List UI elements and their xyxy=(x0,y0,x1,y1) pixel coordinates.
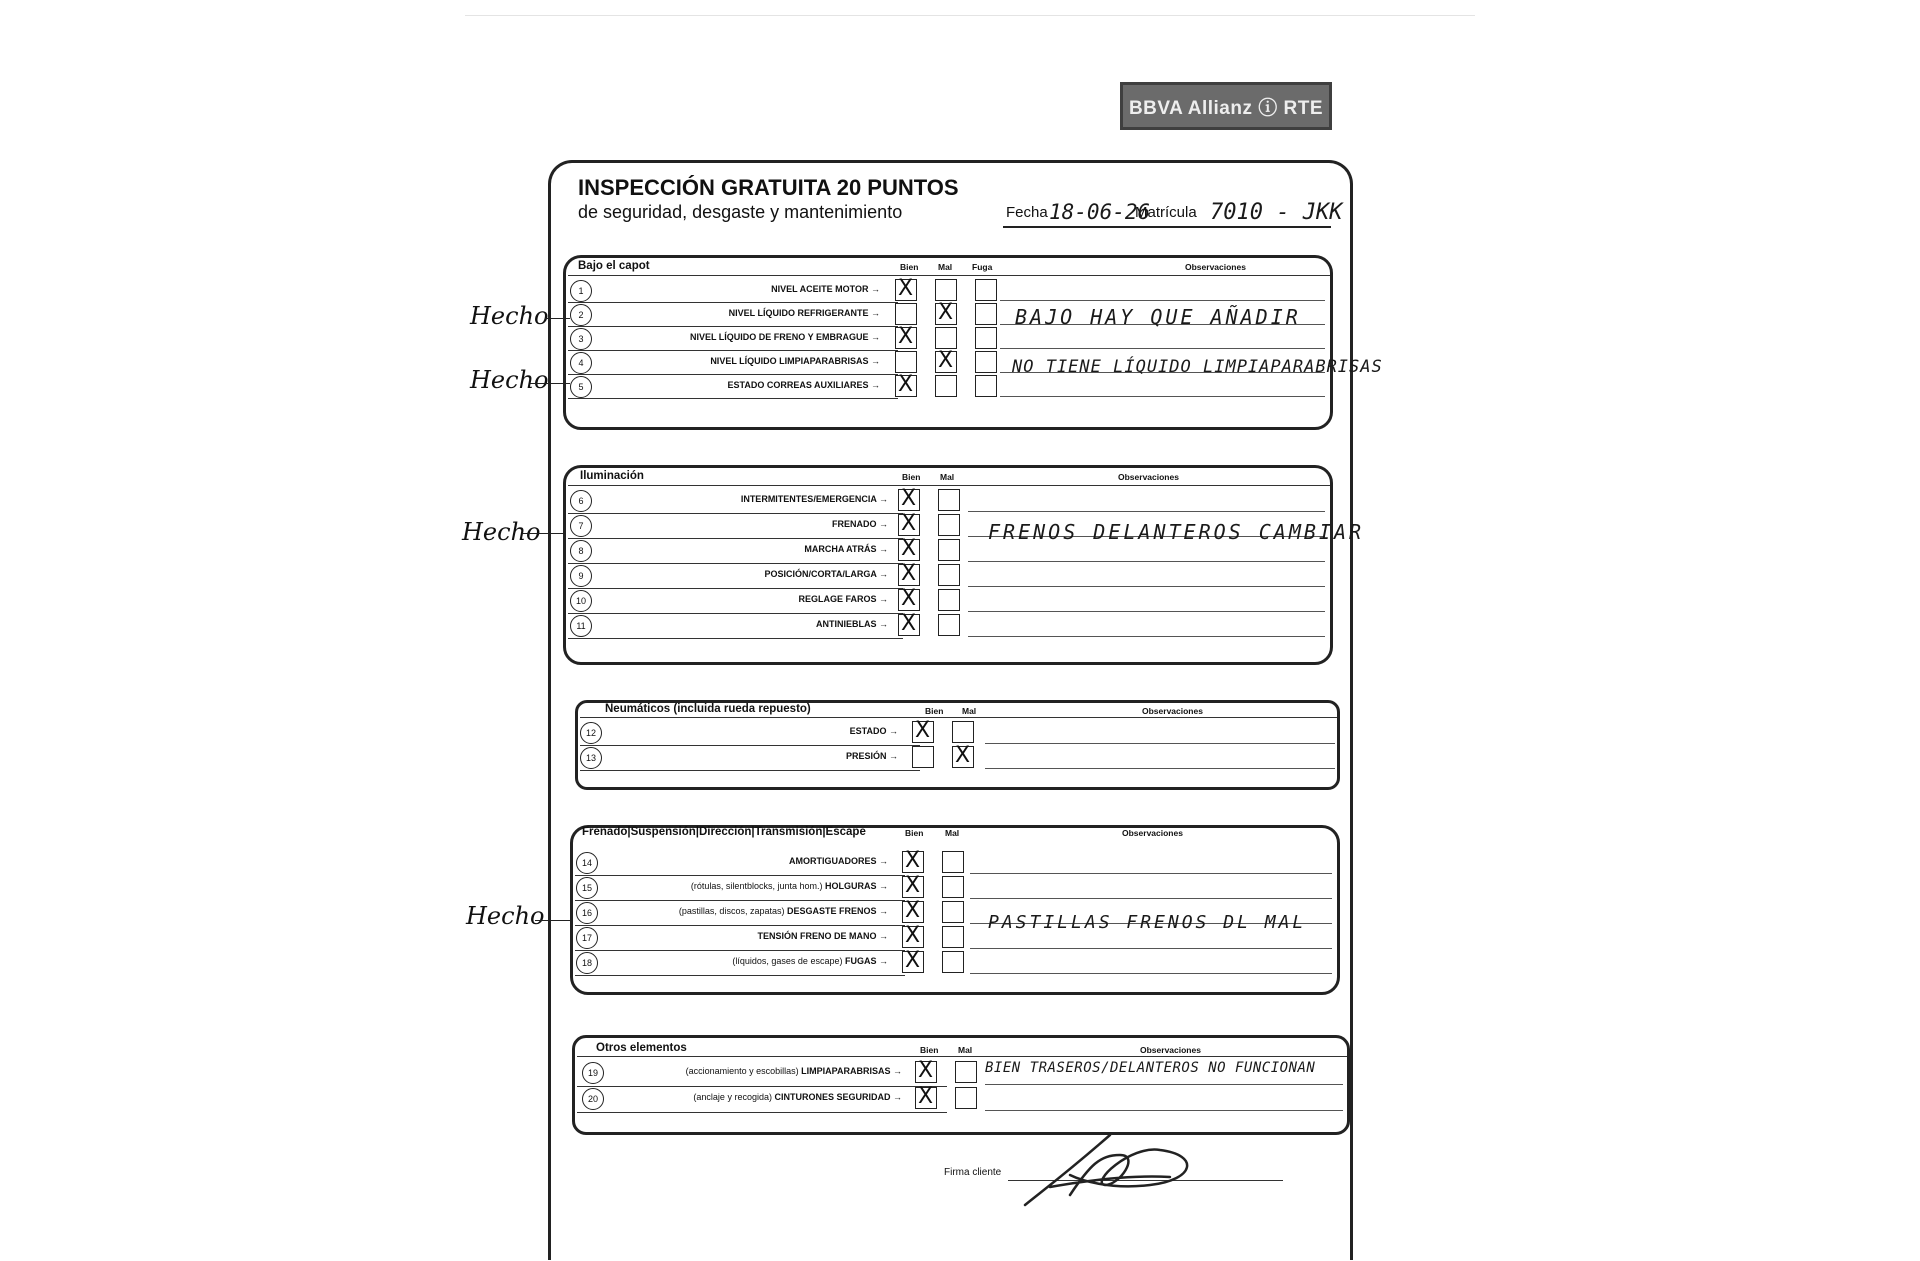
item-number: 1 xyxy=(570,280,592,302)
col-mal: Mal xyxy=(945,828,960,838)
checkbox-bien[interactable] xyxy=(895,351,917,373)
observation-line xyxy=(1000,348,1325,349)
row-rule xyxy=(577,1086,947,1087)
obs-handwriting: PASTILLAS FRENOS DL MAL xyxy=(988,912,1307,933)
check-mark-bien: X xyxy=(915,718,931,743)
observation-line xyxy=(970,873,1332,874)
checkbox-mal[interactable] xyxy=(935,327,957,349)
item-label-text: NIVEL LÍQUIDO LIMPIAPARABRISAS → xyxy=(710,356,880,366)
item-label-text: ESTADO CORREAS AUXILIARES → xyxy=(727,380,880,390)
checkbox-mal[interactable] xyxy=(952,721,974,743)
row-rule xyxy=(568,588,903,589)
checkbox-fuga[interactable] xyxy=(975,375,997,397)
checkbox-bien[interactable] xyxy=(895,303,917,325)
checkbox-bien[interactable] xyxy=(912,746,934,768)
margin-note-line xyxy=(535,920,570,921)
item-label xyxy=(679,906,888,916)
item-label xyxy=(789,856,888,866)
header-underline xyxy=(1003,226,1331,228)
item-number: 19 xyxy=(582,1062,604,1084)
col-observaciones: Observaciones xyxy=(1118,472,1179,482)
item-number: 2 xyxy=(570,304,592,326)
check-mark-mal: X xyxy=(955,743,971,768)
row-rule xyxy=(575,875,905,876)
item-label xyxy=(765,569,889,579)
item-number: 12 xyxy=(580,722,602,744)
col-mal: Mal xyxy=(940,472,955,482)
observation-line xyxy=(968,586,1325,587)
item-label-text: DESGASTE FRENOS → xyxy=(786,906,888,916)
margin-note-line xyxy=(523,533,565,534)
check-mark-bien: X xyxy=(905,923,921,948)
item-label-detail: (anclaje y recogida) xyxy=(693,1092,772,1102)
observation-line xyxy=(985,1110,1343,1111)
item-number: 6 xyxy=(570,490,592,512)
margin-note-hecho: Hecho xyxy=(470,366,549,394)
item-label-detail: (accionamiento y escobillas) xyxy=(685,1066,799,1076)
col-bien: Bien xyxy=(900,262,919,272)
check-mark-bien: X xyxy=(901,611,917,636)
item-number: 5 xyxy=(570,376,592,398)
margin-note-line xyxy=(530,383,570,384)
header-rule xyxy=(568,485,1330,486)
matricula-value: 7010 - JKK xyxy=(1210,200,1343,225)
row-rule xyxy=(575,975,905,976)
row-rule xyxy=(568,374,898,375)
item-label-text: FRENADO → xyxy=(832,519,888,529)
col-mal: Mal xyxy=(958,1045,973,1055)
observation-line xyxy=(985,743,1335,744)
checkbox-fuga[interactable] xyxy=(975,351,997,373)
row-rule xyxy=(568,563,903,564)
item-label xyxy=(798,594,888,604)
item-label xyxy=(804,544,888,554)
matricula-label: Matrícula xyxy=(1135,204,1197,221)
check-mark-bien: X xyxy=(905,848,921,873)
customer-signature xyxy=(1010,1125,1230,1215)
check-mark-mal: X xyxy=(938,300,954,325)
row-rule xyxy=(568,350,898,351)
item-label-text: HOLGURAS → xyxy=(825,881,888,891)
item-label xyxy=(850,726,898,736)
item-label-text: REGLAGE FAROS → xyxy=(798,594,888,604)
check-mark-bien: X xyxy=(898,324,914,349)
observation-line xyxy=(968,561,1325,562)
check-mark-bien: X xyxy=(905,873,921,898)
observation-line xyxy=(970,948,1332,949)
section-title: Frenado|Suspensión|Dirección|Transmisión|Escape xyxy=(582,826,866,838)
item-number: 9 xyxy=(570,565,592,587)
obs-handwriting: NO TIENE LÍQUIDO LIMPIAPARABRISAS xyxy=(1012,357,1383,377)
checkbox-fuga[interactable] xyxy=(975,327,997,349)
row-rule xyxy=(568,398,898,399)
item-label xyxy=(693,1092,902,1102)
obs-handwriting: BAJO HAY QUE AÑADIR xyxy=(1015,305,1301,329)
col-observaciones: Observaciones xyxy=(1122,828,1183,838)
row-rule xyxy=(580,745,920,746)
item-label xyxy=(690,332,880,342)
check-mark-bien: X xyxy=(905,948,921,973)
item-label xyxy=(691,881,888,891)
check-mark-mal: X xyxy=(938,348,954,373)
row-rule xyxy=(568,538,903,539)
checkbox-mal[interactable] xyxy=(938,564,960,586)
section-title: Otros elementos xyxy=(596,1042,687,1054)
row-rule xyxy=(580,770,920,771)
item-label-text: TENSIÓN FRENO DE MANO → xyxy=(757,931,888,941)
fecha-value: 18-06-26 xyxy=(1049,200,1151,224)
checkbox-mal[interactable] xyxy=(942,951,964,973)
check-mark-bien: X xyxy=(901,586,917,611)
checkbox-mal[interactable] xyxy=(942,851,964,873)
item-label-text: AMORTIGUADORES → xyxy=(789,856,888,866)
item-label-text: PRESIÓN → xyxy=(845,751,898,761)
observation-line xyxy=(985,1084,1343,1085)
item-label-text: NIVEL LÍQUIDO DE FRENO Y EMBRAGUE → xyxy=(689,332,880,342)
checkbox-mal[interactable] xyxy=(942,876,964,898)
item-number: 4 xyxy=(570,352,592,374)
header-rule xyxy=(577,1056,1347,1057)
row-rule xyxy=(575,900,905,901)
obs-handwriting: BIEN TRASEROS/DELANTEROS NO FUNCIONAN xyxy=(985,1060,1316,1076)
company-logo: BBVA Allianz ⓘ RTE xyxy=(1120,82,1332,130)
checkbox-mal[interactable] xyxy=(942,926,964,948)
item-label xyxy=(710,356,880,366)
item-number: 3 xyxy=(570,328,592,350)
col-observaciones: Observaciones xyxy=(1142,706,1203,716)
check-mark-bien: X xyxy=(898,372,914,397)
item-label-text: ANTINIEBLAS → xyxy=(816,619,888,629)
item-label-detail: (pastillas, discos, zapatas) xyxy=(678,906,785,916)
checkbox-mal[interactable] xyxy=(938,589,960,611)
item-number: 10 xyxy=(570,590,592,612)
col-observaciones: Observaciones xyxy=(1185,262,1246,272)
item-number: 8 xyxy=(570,540,592,562)
item-label xyxy=(727,380,880,390)
row-rule xyxy=(568,513,903,514)
row-rule xyxy=(575,950,905,951)
check-mark-bien: X xyxy=(905,898,921,923)
item-label xyxy=(686,1066,902,1076)
col-bien: Bien xyxy=(902,472,921,482)
item-label xyxy=(741,494,888,504)
item-label-text: NIVEL LÍQUIDO REFRIGERANTE → xyxy=(728,308,880,318)
checkbox-mal[interactable] xyxy=(935,279,957,301)
checkbox-mal[interactable] xyxy=(955,1061,977,1083)
observation-line xyxy=(968,511,1325,512)
item-number: 16 xyxy=(576,902,598,924)
item-number: 13 xyxy=(580,747,602,769)
col-bien: Bien xyxy=(905,828,924,838)
checkbox-mal[interactable] xyxy=(938,614,960,636)
checkbox-fuga[interactable] xyxy=(975,303,997,325)
firma-label: Firma cliente xyxy=(944,1167,1002,1178)
checkbox-mal[interactable] xyxy=(935,375,957,397)
checkbox-mal[interactable] xyxy=(938,539,960,561)
checkbox-mal[interactable] xyxy=(942,901,964,923)
margin-note-hecho: Hecho xyxy=(470,302,549,330)
observation-line xyxy=(970,898,1332,899)
margin-note-hecho: Hecho xyxy=(466,902,545,930)
item-number: 14 xyxy=(576,852,598,874)
col-bien: Bien xyxy=(920,1045,939,1055)
check-mark-bien: X xyxy=(901,536,917,561)
form-title: INSPECCIÓN GRATUITA 20 PUNTOS xyxy=(578,175,959,200)
item-number: 17 xyxy=(576,927,598,949)
section-title: Bajo el capot xyxy=(578,260,650,272)
obs-handwriting: FRENOS DELANTEROS CAMBIAR xyxy=(988,520,1365,544)
header-rule xyxy=(580,717,1337,718)
item-label-text: INTERMITENTES/EMERGENCIA → xyxy=(740,494,888,504)
item-label-text: CINTURONES SEGURIDAD → xyxy=(774,1092,902,1102)
item-label-detail: (líquidos, gases de escape) xyxy=(732,956,843,966)
margin-note-hecho: Hecho xyxy=(462,518,541,546)
col-mal: Mal xyxy=(962,706,977,716)
item-label-text: NIVEL ACEITE MOTOR → xyxy=(771,284,880,294)
row-rule xyxy=(568,638,903,639)
item-label-text: FUGAS → xyxy=(844,956,888,966)
header-rule xyxy=(568,275,1330,276)
checkbox-mal[interactable] xyxy=(938,489,960,511)
fecha-label: Fecha xyxy=(1006,204,1048,221)
observation-line xyxy=(968,636,1325,637)
item-label xyxy=(771,284,880,294)
check-mark-bien: X xyxy=(918,1058,934,1083)
item-label xyxy=(832,519,888,529)
check-mark-bien: X xyxy=(918,1084,934,1109)
item-label-text: POSICIÓN/CORTA/LARGA → xyxy=(764,569,888,579)
item-number: 7 xyxy=(570,515,592,537)
form-subtitle: de seguridad, desgaste y mantenimiento xyxy=(578,202,903,222)
item-number: 18 xyxy=(576,952,598,974)
row-rule xyxy=(575,925,905,926)
item-label xyxy=(846,751,898,761)
item-label-text: LIMPIAPARABRISAS → xyxy=(801,1066,902,1076)
check-mark-bien: X xyxy=(901,561,917,586)
row-rule xyxy=(568,613,903,614)
section-title: Iluminación xyxy=(580,470,644,482)
item-label xyxy=(757,931,888,941)
row-rule xyxy=(568,302,898,303)
col-observaciones: Observaciones xyxy=(1140,1045,1201,1055)
item-label xyxy=(816,619,888,629)
item-label-text: MARCHA ATRÁS → xyxy=(804,544,888,554)
col-bien: Bien xyxy=(925,706,944,716)
check-mark-bien: X xyxy=(898,276,914,301)
observation-line xyxy=(970,973,1332,974)
col-mal: Mal xyxy=(938,262,953,272)
col-fuga: Fuga xyxy=(972,262,993,272)
item-number: 11 xyxy=(570,615,592,637)
checkbox-fuga[interactable] xyxy=(975,279,997,301)
check-mark-bien: X xyxy=(901,511,917,536)
observation-line xyxy=(968,611,1325,612)
item-label-detail: (rótulas, silentblocks, junta hom.) xyxy=(690,881,823,891)
checkbox-mal[interactable] xyxy=(955,1087,977,1109)
row-rule xyxy=(577,1112,947,1113)
item-number: 20 xyxy=(582,1088,604,1110)
margin-note-line xyxy=(545,318,570,319)
row-rule xyxy=(568,326,898,327)
section-title: Neumáticos (incluida rueda repuesto) xyxy=(605,703,811,715)
observation-line xyxy=(985,768,1335,769)
item-label-text: ESTADO → xyxy=(849,726,898,736)
observation-line xyxy=(1000,300,1325,301)
item-number: 15 xyxy=(576,877,598,899)
checkbox-mal[interactable] xyxy=(938,514,960,536)
observation-line xyxy=(1000,396,1325,397)
check-mark-bien: X xyxy=(901,486,917,511)
item-label xyxy=(729,308,880,318)
item-label xyxy=(732,956,888,966)
